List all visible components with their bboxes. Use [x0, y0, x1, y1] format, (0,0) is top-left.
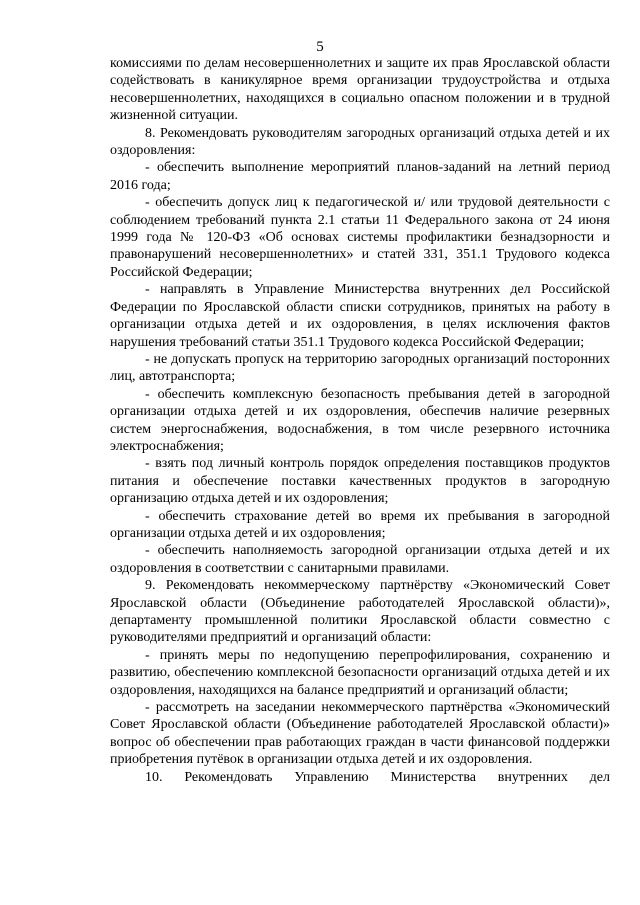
- paragraph-item-8-bullet-3: - направлять в Управление Министерства внутренних дел Российской Федерации по Ярославской области списки сотрудников, принятых на работу в организации отдыха детей и их оздоровления, в целях исключения фактов нарушения требований статьи 351.1 Трудового кодекса Российской Федерации;: [110, 282, 610, 350]
- paragraph-item-8-bullet-2: - обеспечить допуск лиц к педагогической и/ или трудовой деятельности с соблюдением требований пункта 2.1 статьи 11 Федерального закона от 24 июня 1999 года № 120-ФЗ «Об основах системы профилактики безнадзорности и правонарушений несовершеннолетних» и статей 331, 351.1 Трудового кодекса Российской Федерации;: [110, 195, 610, 280]
- paragraph-item-8-bullet-8: - обеспечить наполняемость загородной организации отдыха детей и их оздоровления в соответствии с санитарными правилами.: [110, 543, 610, 576]
- paragraph-item-9-bullet-2: - рассмотреть на заседании некоммерческого партнёрства «Экономический Совет Ярославской области (Объединение работодателей Ярославской области)» вопрос об обеспечении прав работающих граждан в части финансовой поддержки приобретения путёвок в организации отдыха детей и их оздоровления.: [110, 700, 610, 768]
- paragraph-item-9: 9. Рекомендовать некоммерческому партнёрству «Экономический Совет Ярославской области (Объединение работодателей Ярославской области)», департаменту промышленной политики Ярославской области совместно с руководителями предприятий и организаций области:: [110, 578, 610, 646]
- paragraph-item-10: 10. Рекомендовать Управлению Министерства внутренних дел: [145, 769, 610, 785]
- paragraph-item-9-bullet-1: - принять меры по недопущению перепрофилирования, сохранению и развитию, обеспечению комплексной безопасности организаций отдыха детей и их оздоровления, находящихся на балансе предприятий и организаций области;: [110, 647, 610, 698]
- paragraph-item-8-bullet-6: - взять под личный контроль порядок определения поставщиков продуктов питания и обеспечение поставки качественных продуктов в загородную организацию отдыха детей и их оздоровления;: [110, 456, 610, 507]
- paragraph-item-8: 8. Рекомендовать руководителям загородных организаций отдыха детей и их оздоровления:: [110, 125, 610, 159]
- paragraph-item-8-bullet-5: - обеспечить комплексную безопасность пребывания детей в загородной организации отдыха детей и их оздоровления, обеспечив наличие резервных систем энергоснабжения, водоснабжения, в том числе резервного источника электроснабжения;: [110, 386, 610, 454]
- paragraph-item-8-bullet-1: - обеспечить выполнение мероприятий планов-заданий на летний период 2016 года;: [110, 160, 610, 193]
- document-body: [110, 55, 610, 786]
- paragraph-item-8-bullet-7: - обеспечить страхование детей во время их пребывания в загородной организации отдыха детей и их оздоровления;: [110, 508, 610, 541]
- page-number: 5: [316, 39, 324, 55]
- paragraph-item-8-bullet-4: - не допускать пропуск на территорию загородных организаций посторонних лиц, автотранспорта;: [110, 351, 610, 385]
- paragraph-continuation: комиссиями по делам несовершеннолетних и защите их прав Ярославской области содействовать в каникулярное время организации трудоустройства и отдыха несовершеннолетних, находящихся в социально опасном положении и в трудной жизненной ситуации.: [110, 56, 610, 124]
